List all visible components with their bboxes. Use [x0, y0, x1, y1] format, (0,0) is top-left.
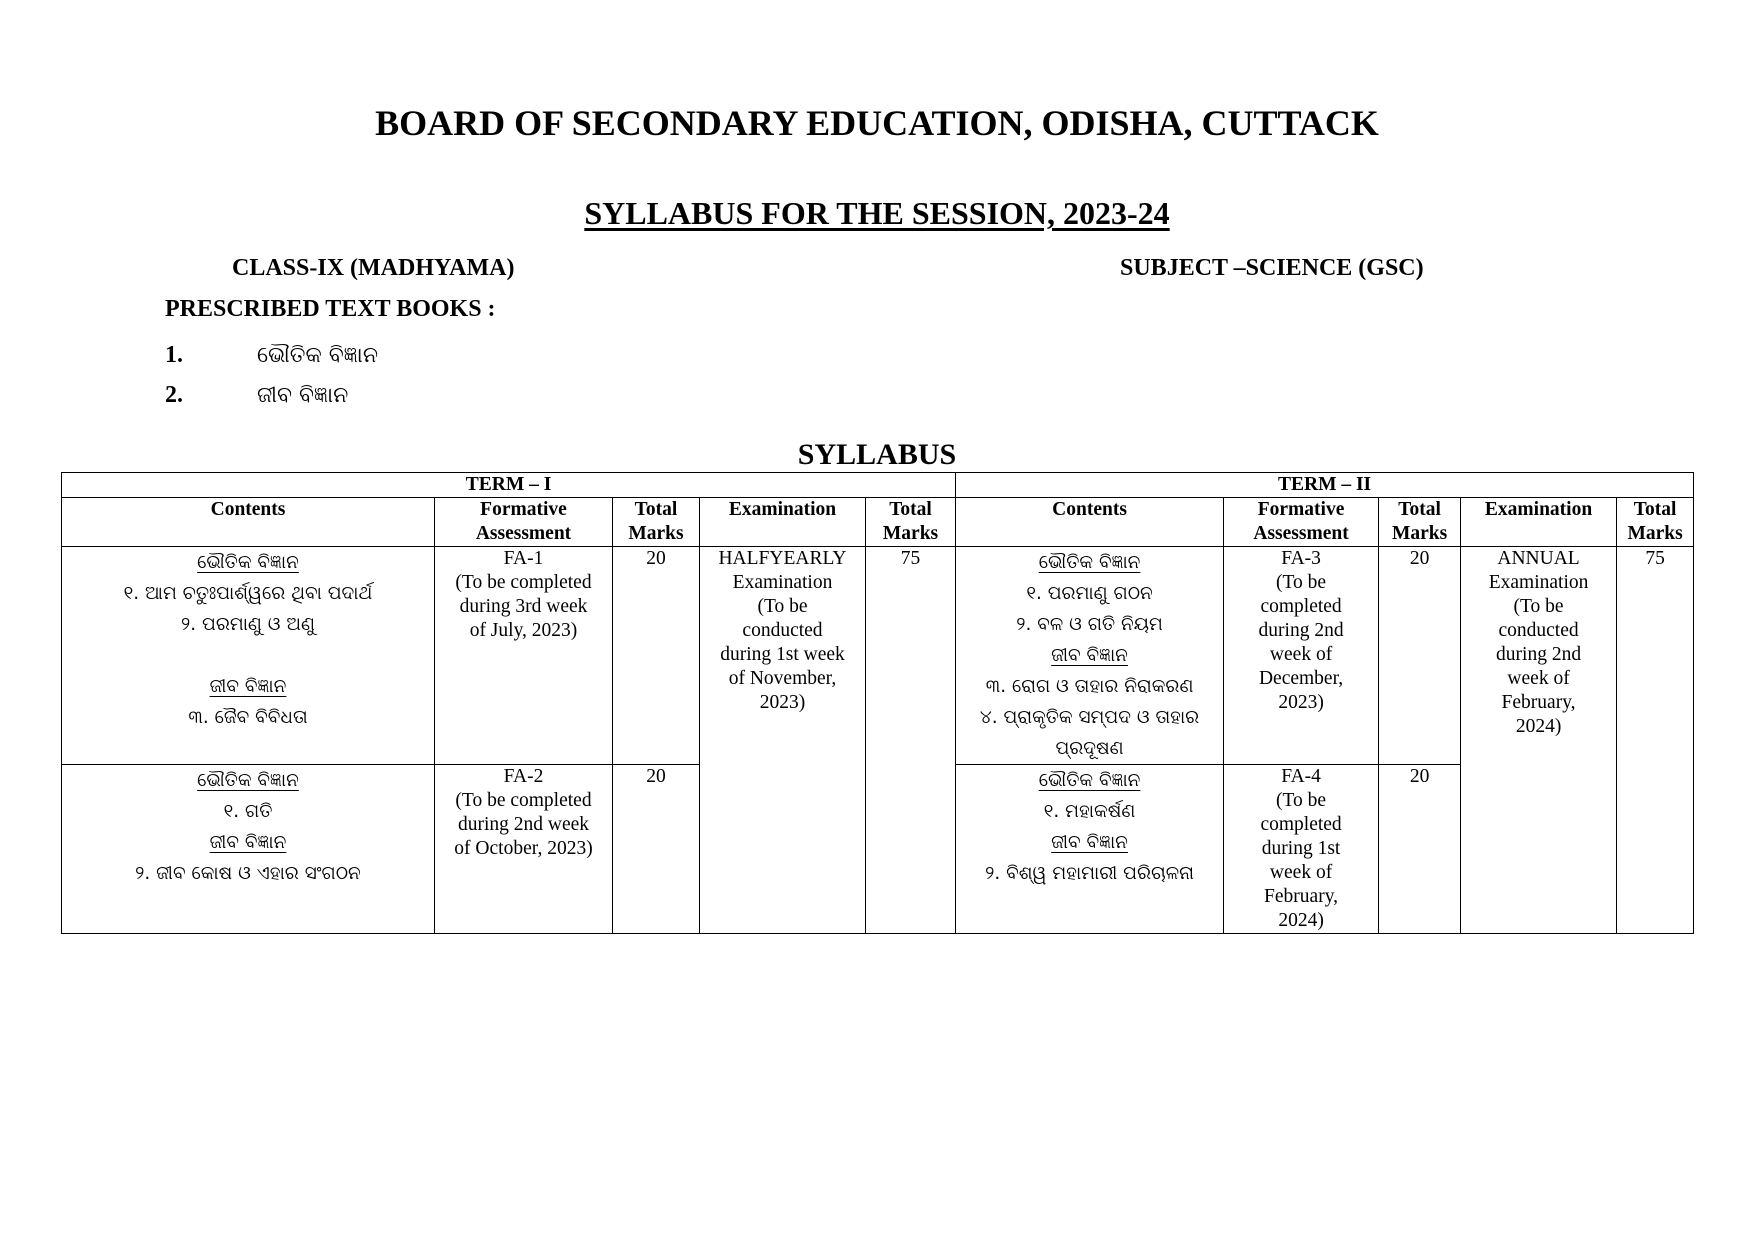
class-label: CLASS-IX (MADHYAMA): [232, 255, 515, 281]
term1-fa2-cell: FA-2 (To be completed during 2nd week of October, 2023): [435, 765, 613, 934]
book-item: [165, 340, 378, 371]
chapter-item: ୧. ଗତି: [223, 801, 273, 822]
chapter-item: ୨. ବିଶ୍ୱ ମହାମାରୀ ପରିଚାଳନା: [985, 863, 1194, 884]
subject-heading: ଭୌତିକ ବିଜ୍ଞାନ: [1038, 770, 1141, 791]
col-contents-term1: Contents: [62, 498, 435, 547]
subject-heading: ଜୀବ ବିଜ୍ଞାନ: [209, 676, 287, 697]
subject-heading: ଜୀବ ବିଜ୍ଞାନ: [1051, 645, 1128, 666]
page-subtitle: SYLLABUS FOR THE SESSION, 2023-24: [584, 195, 1170, 231]
table-row: [62, 547, 1694, 765]
subject-heading: ଭୌତିକ ବିଜ୍ଞାନ: [197, 552, 299, 573]
term1-header: TERM – I: [62, 473, 956, 498]
term2-fa3-marks: 20: [1379, 547, 1461, 765]
term1-exam-marks: 75: [866, 547, 956, 934]
term2-exam-cell: ANNUAL Examination (To be conducted during 2nd week of February, 2024): [1461, 547, 1617, 934]
page-title: BOARD OF SECONDARY EDUCATION, ODISHA, CUTTACK: [375, 103, 1379, 143]
col-contents-term2: Contents: [956, 498, 1224, 547]
chapter-item: ପ୍ରଦୂଷଣ: [1055, 738, 1124, 759]
term2-exam-marks: 75: [1617, 547, 1694, 934]
term2-fa4-marks: 20: [1379, 765, 1461, 934]
subject-heading: ଜୀବ ବିଜ୍ଞାନ: [1051, 832, 1128, 853]
book-number: 2.: [165, 382, 183, 408]
col-exam-term2: Examination: [1461, 498, 1617, 547]
book-item: [165, 380, 348, 411]
term2-fa4-cell: FA-4 (To be completed during 1st week of February, 2024): [1224, 765, 1379, 934]
chapter-item: ୪. ପ୍ରାକୃତିକ ସମ୍ପଦ ଓ ତାହାର: [979, 707, 1200, 728]
syllabus-heading: SYLLABUS: [797, 438, 957, 471]
subject-heading: ଜୀବ ବିଜ୍ଞାନ: [209, 832, 287, 853]
chapter-item: ୩. ରୋଗ ଓ ତାହାର ନିରାକରଣ: [985, 676, 1194, 697]
col-total-term2: Total Marks: [1379, 498, 1461, 547]
term1-block1-contents: [62, 547, 435, 765]
chapter-item: ୨. ପରମାଣୁ ଓ ଅଣୁ: [181, 614, 315, 635]
book-name: ଭୌତିକ ବିଜ୍ଞାନ: [257, 343, 378, 368]
column-header-row: [62, 498, 1694, 547]
subject-heading: ଭୌତିକ ବିଜ୍ଞାନ: [1038, 552, 1141, 573]
term2-block1-contents: [956, 547, 1224, 765]
term2-header: TERM – II: [956, 473, 1694, 498]
col-total-term1: Total Marks: [613, 498, 700, 547]
term2-block2-contents: [956, 765, 1224, 934]
col-formative-term1: Formative Assessment: [435, 498, 613, 547]
subject-label: SUBJECT –SCIENCE (GSC): [1120, 255, 1424, 281]
chapter-item: ୧. ମହାକର୍ଷଣ: [1043, 801, 1136, 822]
chapter-item: ୨. ବଳ ଓ ଗତି ନିୟମ: [1016, 614, 1163, 635]
book-name: ଜୀବ ବିଜ୍ଞାନ: [257, 383, 349, 408]
term2-fa3-cell: FA-3 (To be completed during 2nd week of December, 2023): [1224, 547, 1379, 765]
chapter-item: ୧. ଆମ ଚତୁଃପାର୍ଶ୍ୱରେ ଥିବା ପଦାର୍ଥ: [123, 583, 373, 604]
term1-fa2-marks: 20: [613, 765, 700, 934]
syllabus-table: [61, 472, 1694, 934]
book-number: 1.: [165, 342, 183, 368]
col-exam-total-term1: Total Marks: [866, 498, 956, 547]
chapter-item: ୨. ଜୀବ କୋଷ ଓ ଏହାର ସଂଗଠନ: [135, 863, 361, 884]
term1-exam-cell: HALFYEARLY Examination (To be conducted during 1st week of November, 2023): [700, 547, 866, 934]
term1-block2-contents: [62, 765, 435, 934]
term1-fa1-cell: FA-1 (To be completed during 3rd week of July, 2023): [435, 547, 613, 765]
chapter-item: ୩. ଜୈବ ବିବିଧତା: [188, 707, 308, 728]
col-exam-term1: Examination: [700, 498, 866, 547]
col-exam-total-term2: Total Marks: [1617, 498, 1694, 547]
term1-fa1-marks: 20: [613, 547, 700, 765]
prescribed-books-heading: PRESCRIBED TEXT BOOKS :: [165, 296, 496, 322]
subject-heading: ଭୌତିକ ବିଜ୍ଞାନ: [197, 770, 299, 791]
chapter-item: ୧. ପରମାଣୁ ଗଠନ: [1026, 583, 1153, 604]
term-header-row: [62, 473, 1694, 498]
col-formative-term2: Formative Assessment: [1224, 498, 1379, 547]
